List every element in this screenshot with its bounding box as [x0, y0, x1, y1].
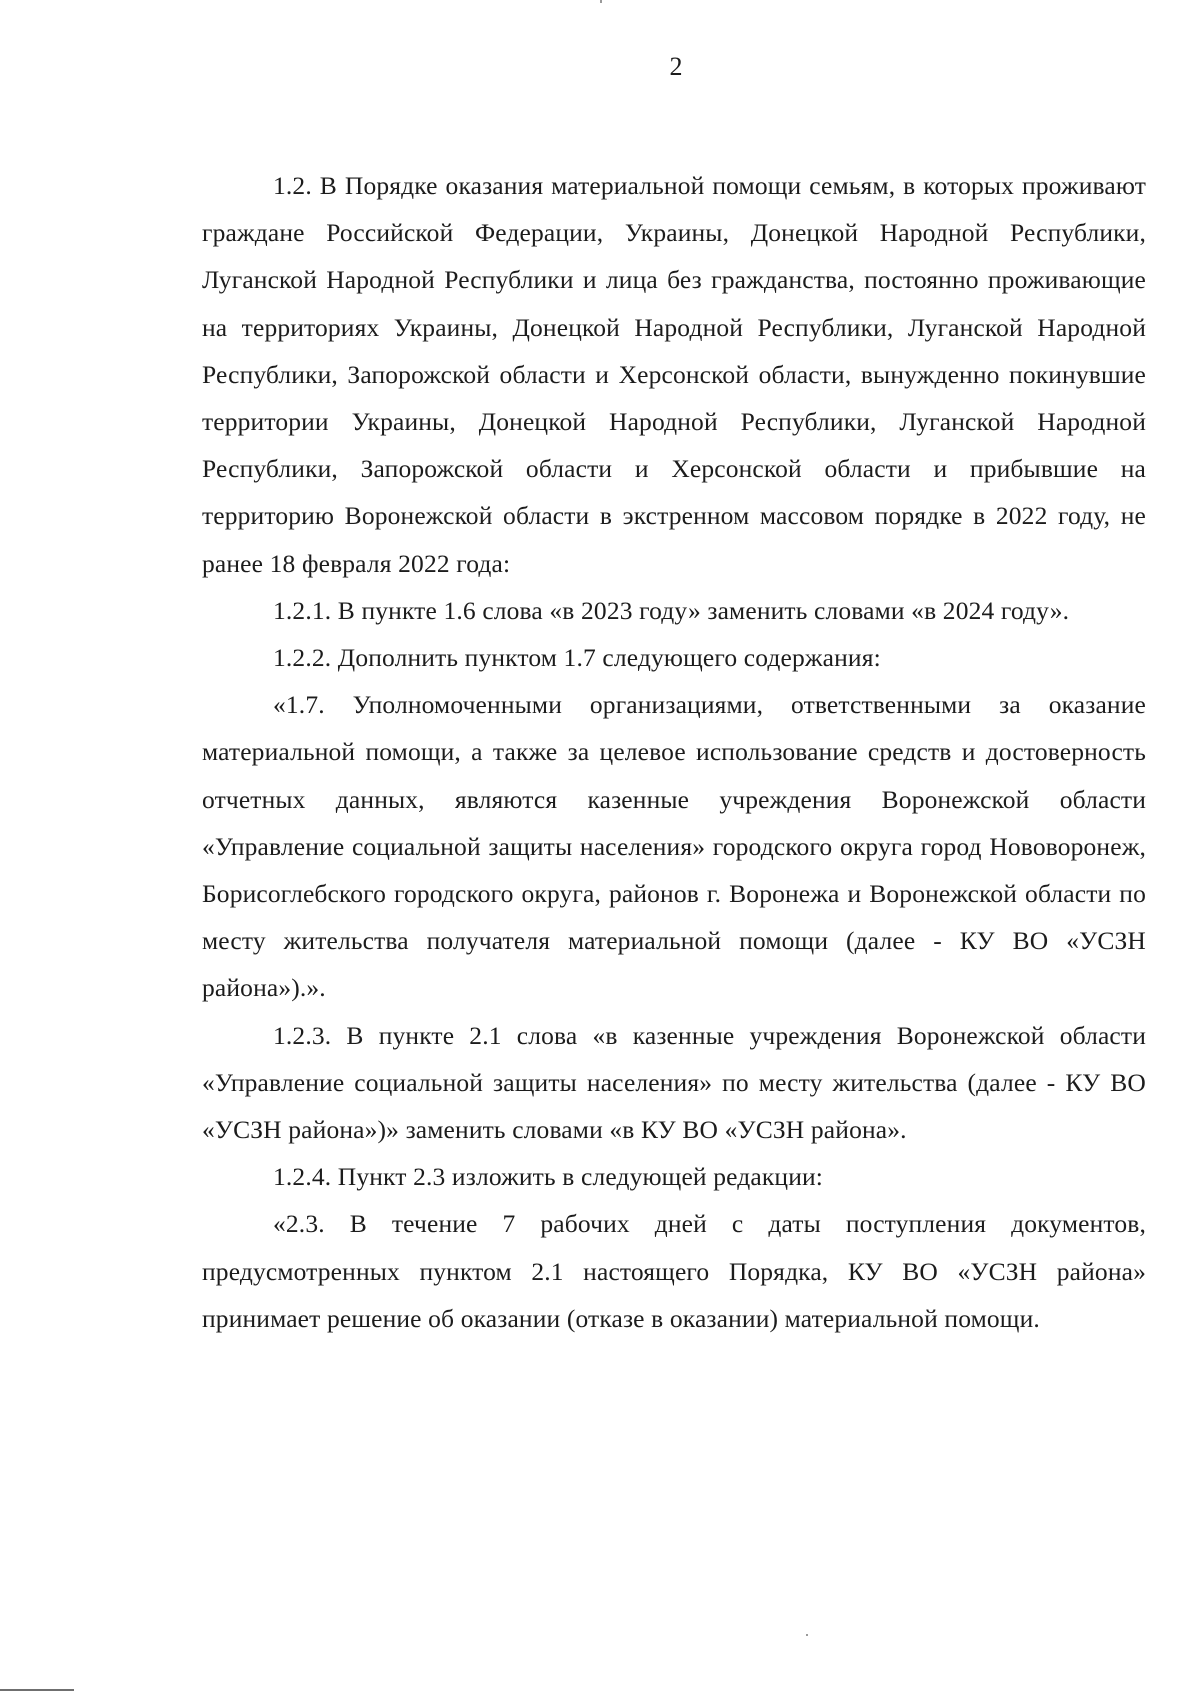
- scan-artifact-corner: [0, 1689, 74, 1691]
- paragraph-1-2: 1.2. В Порядке оказания материальной помощи семьям, в которых проживают граждане Российской Федерации, Украины, Донецкой Народной Республики, Луганской Народной Республики и лица без гражданства, постоянно проживающие на территориях Украины, Донецкой Народной Республики, Луганской Народной Республики, Запорожской области и Херсонской области, вынужденно покинувшие территории Украины, Донецкой Народной Республики, Луганской Народной Республики, Запорожской области и Херсонской области и прибывшие на территорию Воронежской области в экстренном массовом порядке в 2022 году, не ранее 18 февраля 2022 года:: [202, 171, 1146, 578]
- paragraph-1-2-1: 1.2.1. В пункте 1.6 слова «в 2023 году» заменить словами «в 2024 году».: [273, 595, 1070, 625]
- paragraph-2-3-quote: «2.3. В течение 7 рабочих дней с даты поступления документов, предусмотренных пунктом 2.1 настоящего Порядка, КУ ВО «УСЗН района» принимает решение об оказании (отказе в оказании) материальной помощи.: [202, 1209, 1146, 1333]
- paragraph-1-2-4: 1.2.4. Пункт 2.3 изложить в следующей редакции:: [273, 1162, 824, 1192]
- paragraph-1-7-quote: «1.7. Уполномоченными организациями, ответственными за оказание материальной помощи, а также за целевое использование средств и достоверность отчетных данных, являются казенные учреждения Воронежской области «Управление социальной защиты населения» городского округа город Нововоронеж, Борисоглебского городского округа, районов г. Воронежа и Воронежской области по месту жительства получателя материальной помощи (далее - КУ ВО «УСЗН района»).».: [202, 690, 1146, 1003]
- paragraph-1-2-2: 1.2.2. Дополнить пунктом 1.7 следующего содержания:: [273, 643, 881, 673]
- scan-artifact-top: [600, 0, 602, 3]
- page-number: 2: [669, 52, 683, 81]
- scan-artifact-bottom: [806, 1634, 808, 1636]
- document-body: [202, 162, 1146, 1342]
- paragraph-1-2-3: 1.2.3. В пункте 2.1 слова «в казенные учреждения Воронежской области «Управление социальной защиты населения» по месту жительства (далее - КУ ВО «УСЗН района»)» заменить словами «в КУ ВО «УСЗН района».: [202, 1020, 1146, 1145]
